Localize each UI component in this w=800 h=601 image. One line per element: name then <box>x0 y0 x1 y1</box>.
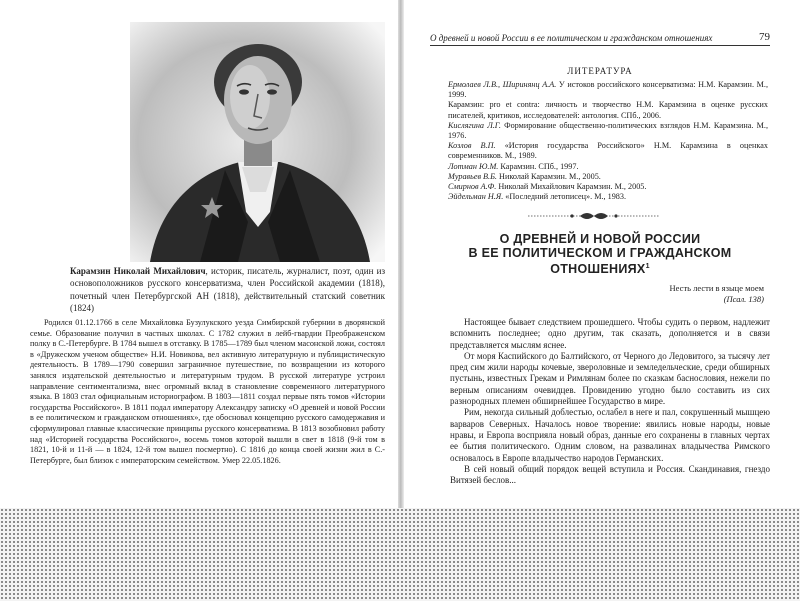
literature-text: Николай Михайлович Карамзин. М., 2005. <box>496 182 647 192</box>
literature-text: «История государства Российского» Н.М. Карамзина в оценках современников. М., 1989. <box>448 141 768 161</box>
literature-heading: ЛИТЕРАТУРА <box>567 66 633 76</box>
essay-title-line <box>440 260 760 276</box>
portrait-caption <box>70 265 385 314</box>
literature-author: Эйдельман Н.Я. <box>448 192 504 202</box>
footnote-marker: 1 <box>645 263 650 270</box>
page-number: 79 <box>759 31 770 43</box>
essay-paragraph: В сей новый общий порядок вещей вступила и Россия. Скандинавия, гнездо Витязей беслов... <box>450 463 770 486</box>
literature-item <box>448 172 768 182</box>
literature-text: Карамзин. СПб., 1997. <box>498 161 579 171</box>
essay-paragraph: Рим, некогда сильный доблестью, ослабел в неге и пал, сокрушенный мышцею варваров Северных. Началось новое творение: явились новые народы, новые нравы, и Европа восприяла новый образ, данные его сохранены в главных чертах ее бытия политического. Одним словом, на развалинах владычества Римского основалось в Европе владычество народов Германских. <box>450 407 770 463</box>
ornament-divider <box>524 209 664 223</box>
dither-band <box>0 508 800 601</box>
literature-item <box>448 141 768 161</box>
running-head <box>430 33 770 46</box>
essay-body <box>450 317 770 486</box>
literature-item <box>448 182 768 192</box>
literature-author: Смирнов А.Ф. <box>448 182 497 192</box>
karamzin-portrait <box>130 22 385 262</box>
literature-author: Кислягина Л.Г. <box>448 120 501 130</box>
literature-item <box>448 100 768 120</box>
running-head-title: О древней и новой России в ее политическом и гражданском отношениях <box>430 33 713 43</box>
literature-text: «Последний летописец». М., 1983. <box>503 192 627 202</box>
biography-text: Родился 01.12.1766 в селе Михайловка Бузулукского уезда Симбирской губернии в дворянской семье. Образование получил в частных школах. С 1782 служил в лейб-гвардии Преображенском полку в С.-Петербурге. В 1784 вышел в отставку. В 1785—1789 был членом масонской ложи, состоял в «Дружеском ученом обществе» Н.И. Новикова, вел активную литературную и публицистическую деятельность. В 1789—1790 совершил заграничное путешествие, по возвращении из которого занялся издательской деятельностью и литературным трудом. В русской литературе устроил направление сентиментализма, внес огромный вклад в становление современного литературного языка. В 1803 стал официальным историографом. В 1803—1811 создал первые пять томов «Истории государства Российского». В 1811 подал императору Александру записку «О древней и новой России в ее политическом и гражданском отношениях», где обосновал концепцию русского самодержавия и сформулировал главные классические принципы русского консерватизма. В 1813 возобновил работу над «Историей государства Российского», восемь томов которой вышли в свет в 1818 (9-й том в 1821, 10-й и 11-й — в 1824, 12-й том вышел посмертно). С 1816 до конца своей жизни жил в С.-Петербурге, был близок с императорским семейством. Умер 22.05.1826. <box>30 318 385 465</box>
essay-title-line: В ЕЕ ПОЛИТИЧЕСКОМ И ГРАЖДАНСКОМ <box>468 246 732 260</box>
left-page <box>0 0 398 530</box>
literature-text: У истоков российского консерватизма: Н.М. Карамзин. М., 1999. <box>448 80 768 100</box>
literature-text: Формирование общественно-политических взглядов Н.М. Карамзина. М., 1976. <box>448 120 769 141</box>
essay-paragraph: Настоящее бывает следствием прошедшего. Чтобы судить о первом, надлежит вспомнить последнее; одно другим, так сказать, дополняется и в связи представляется мыслям яснее. <box>450 317 770 350</box>
literature-author: Ермолаев Л.В., Ширинянц А.А. <box>448 80 557 89</box>
essay-title-line-text: ОТНОШЕНИЯХ <box>550 262 646 277</box>
epigraph <box>670 283 764 305</box>
essay-title <box>440 232 760 276</box>
literature-author: Муравьев В.Б. <box>448 171 497 181</box>
literature-author: Лотман Ю.М. <box>448 161 499 171</box>
literature-text: Карамзин: pro et contra: личность и творчество Н.М. Карамзина в оценке русских писателей, критиков, исследователей: антология. СПб., 2006. <box>448 100 768 120</box>
caption-text: , историк, писатель, журналист, поэт, один из основоположников русского консерватизма, член Российской академии (1818), почетный член Петербургской АН (1818), действительный статский советник (1824) <box>70 266 386 313</box>
epigraph-source: (Псал. 138) <box>723 294 764 304</box>
literature-author: Козлов В.П. <box>448 141 496 151</box>
literature-list <box>448 80 768 202</box>
literature-text: Николай Карамзин. М., 2005. <box>496 171 601 181</box>
literature-item <box>448 121 768 141</box>
epigraph-text: Несть лести в языце моем <box>669 283 764 293</box>
essay-paragraph: От моря Каспийского до Балтийского, от Черного до Ледовитого, за тысячу лет пред сим жили народы кочевые, звероловные и земледельческие, среди обширных пустынь, известных Грекам и Римлянам более по сказкам баснословия, нежели по верным описаниям очевидцев. Провидению угодно было составить из сих разнородных племен обширнейшее Государство в мире. <box>450 350 770 407</box>
literature-item <box>448 192 768 202</box>
right-page <box>404 0 800 530</box>
literature-item <box>448 80 768 100</box>
caption-name: Карамзин Николай Михайлович <box>70 266 206 276</box>
literature-item <box>448 162 768 172</box>
essay-title-line: О ДРЕВНЕЙ И НОВОЙ РОССИИ <box>499 232 701 246</box>
